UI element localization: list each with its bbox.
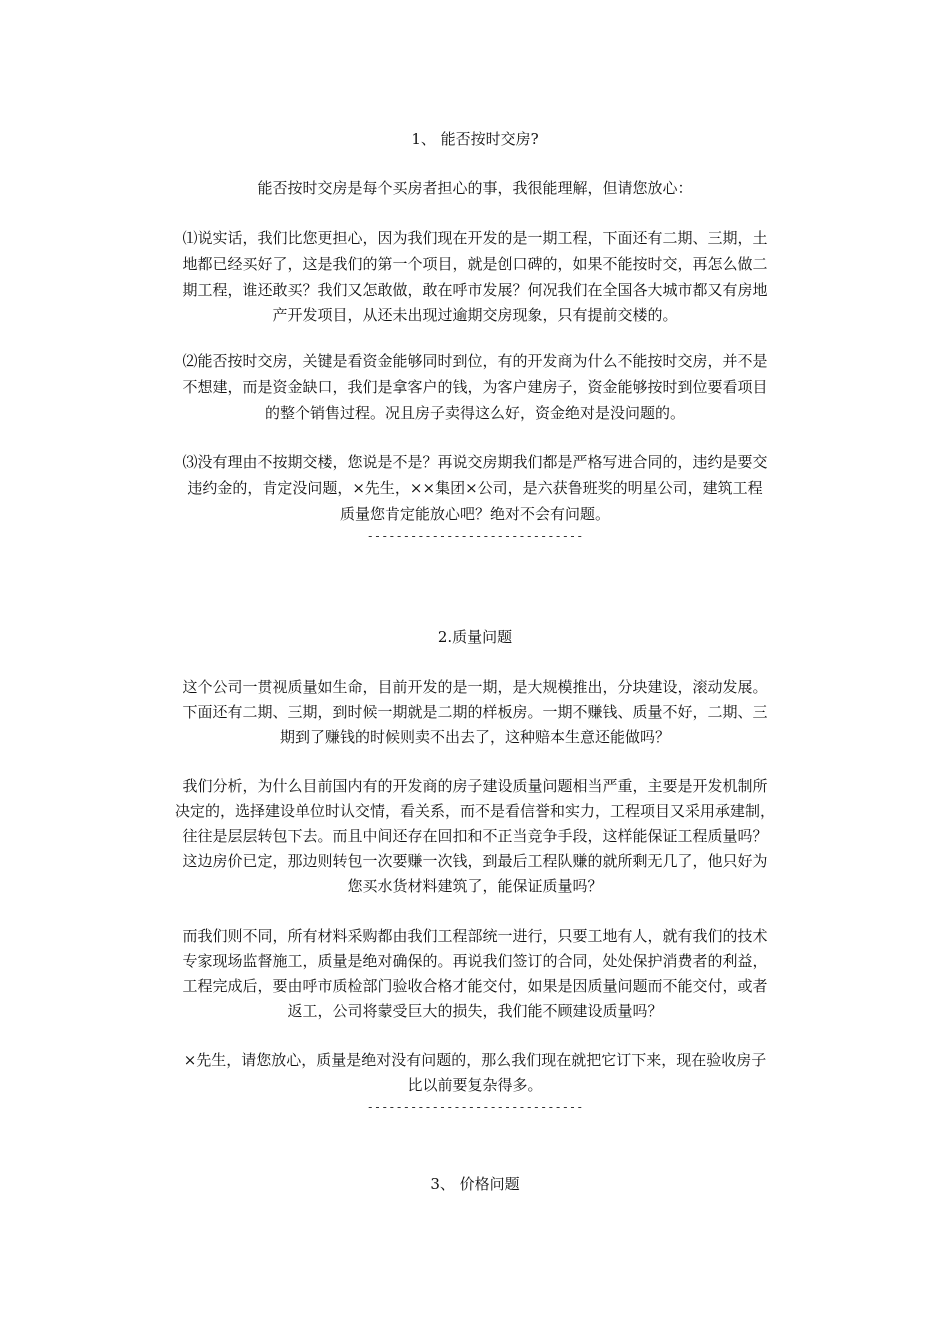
paragraph-line: 比以前要复杂得多。	[407, 1076, 543, 1094]
paragraph-line: ×先生，请您放心，质量是绝对没有问题的，那么我们现在就把它订下来，现在验收房子	[183, 1051, 767, 1069]
section-1-intro: 能否按时交房是每个买房者担心的事，我很能理解，但请您放心：	[257, 179, 693, 197]
paragraph-line: 您买水货材料建筑了，能保证质量吗？	[347, 877, 603, 895]
section-1-heading: 1、 能否按时交房?	[411, 130, 539, 148]
paragraph-line: 的整个销售过程。况且房子卖得这么好，资金绝对是没问题的。	[264, 404, 685, 422]
paragraph-line: 决定的，选择建设单位时认交情，看关系，而不是看信誉和实力，工程项目又采用承建制，	[174, 802, 775, 820]
paragraph-line: 不想建，而是资金缺口，我们是拿客户的钱，为客户建房子，资金能够按时到位要看项目	[182, 378, 768, 396]
paragraph-line: 这边房价已定，那边则转包一次要赚一次钱，到最后工程队赚的就所剩无几了，他只好为	[182, 852, 768, 870]
paragraph-line: ⑴说实话，我们比您更担心，因为我们现在开发的是一期工程，下面还有二期、三期，土	[182, 229, 768, 247]
paragraph-line: 期到了赚钱的时候则卖不出去了，这种赔本生意还能做吗？	[279, 728, 670, 746]
paragraph-line: 产开发项目，从还未出现过逾期交房现象，只有提前交楼的。	[272, 306, 678, 324]
paragraph-line: 我们分析，为什么目前国内有的开发商的房子建设质量问题相当严重，主要是开发机制所	[182, 777, 768, 795]
paragraph-line: 这个公司一贯视质量如生命，目前开发的是一期，是大规模推出，分块建设，滚动发展。	[182, 678, 768, 696]
paragraph-line: 工程完成后，要由呼市质检部门验收合格才能交付，如果是因质量问题而不能交付，或者	[182, 977, 768, 995]
section-divider: ------------------------------	[366, 1100, 584, 1114]
paragraph-line: 而我们则不同，所有材料采购都由我们工程部统一进行，只要工地有人，就有我们的技术	[182, 927, 768, 945]
section-2-heading: 2.质量问题	[437, 628, 513, 646]
section-divider: ------------------------------	[366, 529, 584, 543]
paragraph-line: ⑶没有理由不按期交楼，您说是不是？再说交房期我们都是严格写进合同的，违约是要交	[182, 453, 768, 471]
paragraph-line: 地都已经买好了，这是我们的第一个项目，就是创口碑的，如果不能按时交，再怎么做二	[182, 255, 768, 273]
paragraph-line: 下面还有二期、三期，到时候一期就是二期的样板房。一期不赚钱、质量不好，二期、三	[182, 703, 768, 721]
section-3-heading: 3、 价格问题	[430, 1175, 520, 1193]
paragraph-line: 返工，公司将蒙受巨大的损失，我们能不顾建设质量吗？	[287, 1002, 663, 1020]
paragraph-line: 期工程，谁还敢买？我们又怎敢做，敢在呼市发展？何况我们在全国各大城市都又有房地	[182, 281, 768, 299]
paragraph-line: 质量您肯定能放心吧？绝对不会有问题。	[339, 505, 610, 523]
paragraph-line: 违约金的，肯定没问题，×先生，××集团×公司，是六获鲁班奖的明星公司，建筑工程	[187, 479, 763, 497]
paragraph-line: 往往是层层转包下去。而且中间还存在回扣和不正当竞争手段，这样能保证工程质量吗？	[182, 827, 768, 845]
paragraph-line: ⑵能否按时交房，关键是看资金能够同时到位，有的开发商为什么不能按时交房，并不是	[182, 352, 768, 370]
paragraph-line: 专家现场监督施工，质量是绝对确保的。再说我们签订的合同，处处保护消费者的利益，	[182, 952, 768, 970]
